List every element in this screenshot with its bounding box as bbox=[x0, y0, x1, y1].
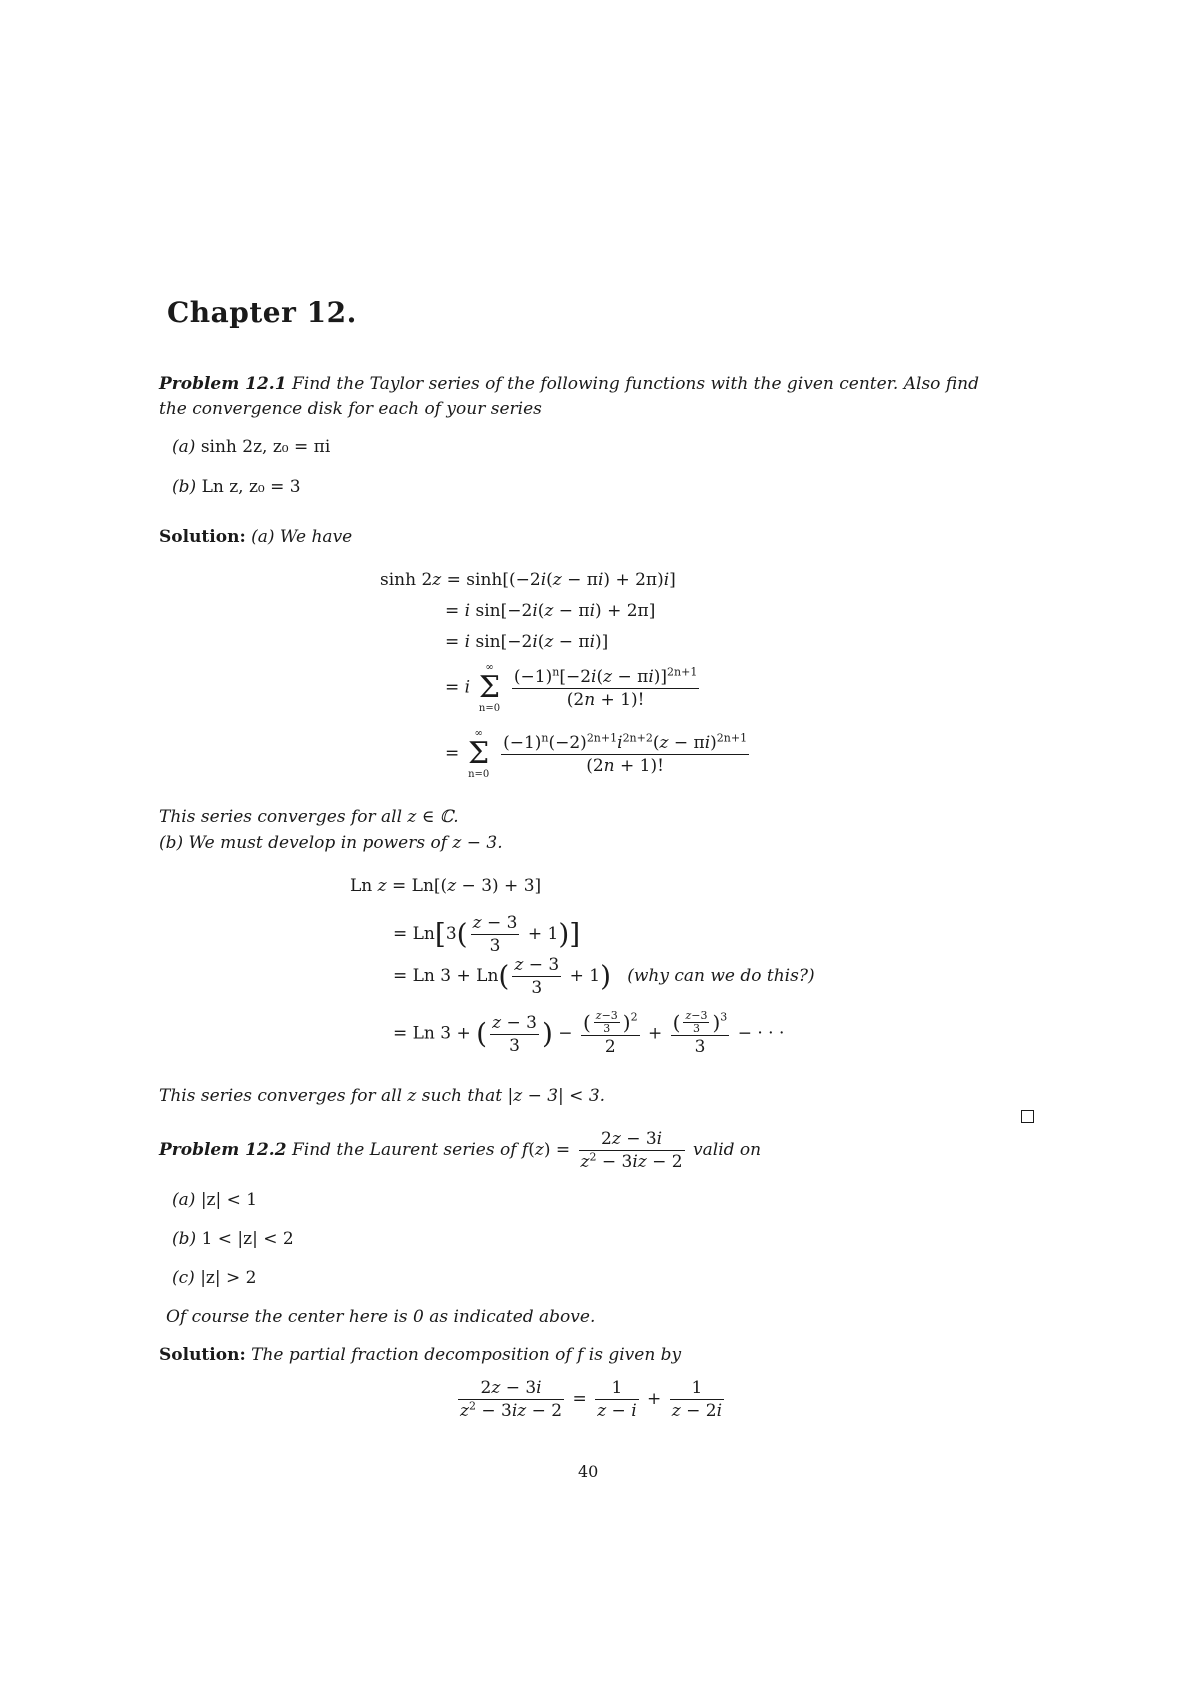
fraction: $\frac{(-1)^n(-2)^{2n+1}i^{2n+2}(z - \pi i)^{2n+1}}{(2n + 1)!}$ bbox=[503, 730, 748, 776]
problem-12-1-statement bbox=[159, 374, 979, 394]
summation-symbol: ∞ Σ n=0 bbox=[468, 728, 490, 780]
part-b-label: (b) bbox=[172, 477, 197, 497]
equation-sinh-line1: sinh 2z = sinh[(−2i(z − πi) + 2π)i] bbox=[380, 570, 676, 590]
problem-12-2-text-pre: Find the Laurent series of bbox=[291, 1140, 517, 1160]
function-definition: f(z) = $\frac{2z - 3i}{z^2 - 3iz - 2}$ bbox=[521, 1129, 683, 1172]
problem-12-2-part-c bbox=[172, 1268, 256, 1288]
solution-part-b-intro: (b) We must develop in powers of z − 3. bbox=[159, 833, 503, 853]
equation-sinh-line3: = i sin[−2i(z − πi)] bbox=[445, 632, 609, 652]
part-b-label: (b) bbox=[172, 1229, 197, 1249]
problem-12-2-text-post: valid on bbox=[693, 1140, 762, 1160]
part-a-label: (a) bbox=[172, 437, 196, 457]
problem-12-2-part-a bbox=[172, 1190, 257, 1210]
equation-partial-fractions: $\frac{2z - 3i}{z^2 - 3iz - 2}$ = $\frac{1}{z - i}$ + $\frac{1}{z - 2i}$ bbox=[460, 1378, 722, 1421]
solution-12-2-intro bbox=[159, 1345, 681, 1365]
solution-12-1-intro bbox=[159, 527, 352, 547]
qed-symbol bbox=[1021, 1110, 1034, 1123]
why-note: (why can we do this?) bbox=[627, 966, 815, 986]
equation-sinh-line2: = i sin[−2i(z − πi) + 2π] bbox=[445, 601, 656, 621]
part-b-expr: Ln z, z₀ = 3 bbox=[201, 477, 301, 497]
problem-12-1-part-a bbox=[172, 437, 330, 457]
part-c-label: (c) bbox=[172, 1268, 195, 1288]
problem-12-2-remark: Of course the center here is 0 as indicated above. bbox=[166, 1307, 596, 1327]
problem-12-2-part-b bbox=[172, 1229, 294, 1249]
solution-intro: The partial fraction decomposition of f is given by bbox=[251, 1345, 682, 1365]
problem-12-2-statement bbox=[159, 1128, 761, 1173]
equation-sinh-line4: = i ∞ Σ n=0 $\frac{(-1)^n[-2i(z - \pi i)]^{2n+1}}{(2n + 1)!}$ bbox=[445, 662, 698, 714]
part-c-expr: |z| > 2 bbox=[200, 1268, 257, 1288]
equation-sinh-line5: = ∞ Σ n=0 $\frac{(-1)^n(-2)^{2n+1}i^{2n+2}(z - \pi i)^{2n+1}}{(2n + 1)!}$ bbox=[445, 728, 748, 780]
fraction: $\frac{(-1)^n[-2i(z - \pi i)]^{2n+1}}{(2n + 1)!}$ bbox=[513, 664, 698, 710]
convergence-a: This series converges for all z ∈ ℂ. bbox=[159, 807, 459, 827]
solution-label: Solution: bbox=[159, 527, 246, 547]
part-a-expr: sinh 2z, z₀ = πi bbox=[200, 437, 331, 457]
problem-12-1-text: Find the Taylor series of the following functions with the given center. Also find bbox=[291, 374, 979, 394]
solution-label: Solution: bbox=[159, 1345, 246, 1365]
convergence-b: This series converges for all z such that |z − 3| < 3. bbox=[159, 1086, 606, 1106]
equation-ln-line1: Ln z = Ln[(z − 3) + 3] bbox=[350, 876, 542, 896]
part-a-label: (a) bbox=[172, 1190, 196, 1210]
equation-ln-line2: = Ln[3( $\frac{z - 3}{3}$ + 1)] bbox=[393, 913, 581, 956]
equation-ln-line3: = Ln 3 + Ln( $\frac{z - 3}{3}$ + 1) (why can we do this?) bbox=[393, 955, 815, 998]
part-a-expr: |z| < 1 bbox=[200, 1190, 258, 1210]
solution-intro: (a) We have bbox=[251, 527, 353, 547]
problem-12-1-label: Problem 12.1 bbox=[159, 374, 287, 394]
problem-12-1-part-b bbox=[172, 477, 301, 497]
page-number: 40 bbox=[578, 1462, 599, 1481]
summation-symbol: ∞ Σ n=0 bbox=[478, 662, 501, 714]
equation-ln-line4: = Ln 3 + ( $\frac{z - 3}{3}$ ) − ( $\frac{z-3}{3}$ )$^2$ 2 + ( $\frac{z-3}{3}$ )$^3$ 3 − · · · bbox=[393, 1009, 785, 1057]
part-b-expr: 1 < |z| < 2 bbox=[201, 1229, 294, 1249]
chapter-title: Chapter 12. bbox=[167, 296, 357, 329]
problem-12-2-label: Problem 12.2 bbox=[159, 1140, 287, 1160]
problem-12-1-statement-cont: the convergence disk for each of your series bbox=[159, 399, 542, 419]
